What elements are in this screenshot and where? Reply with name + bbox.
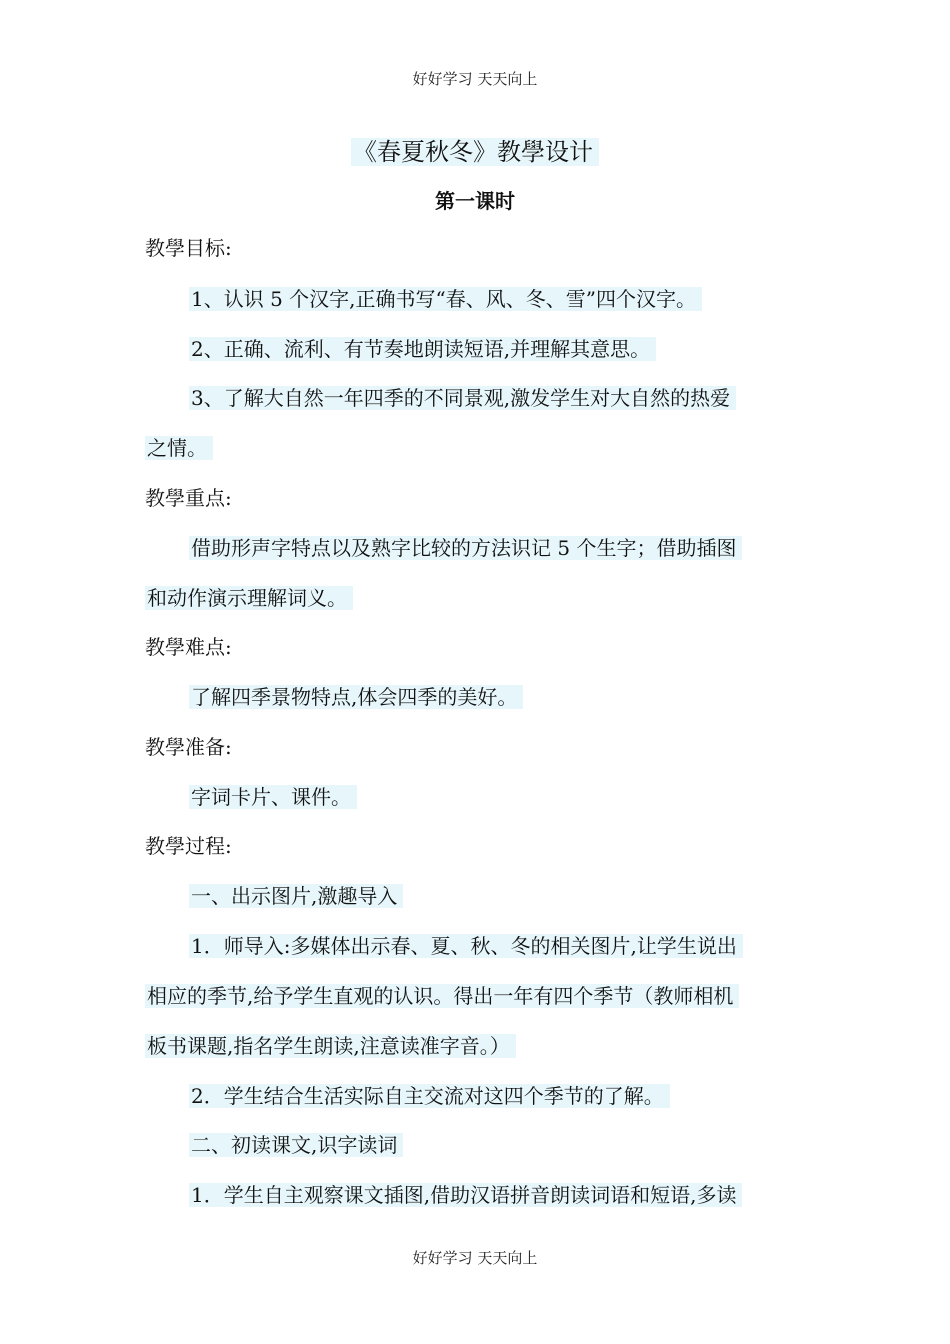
- goal-3-line-1: 3、了解大自然一年四季的不同景观,激发学生对大自然的热爱: [189, 383, 736, 413]
- goal-3-line-2: 之情。: [145, 433, 213, 463]
- lesson-subtitle: 第一课时: [435, 189, 515, 213]
- step-1-item-1-line-1: 1．师导入:多媒体出示春、夏、秋、冬的相关图片,让学生说出: [189, 931, 743, 961]
- preparation-text: 字词卡片、课件。: [189, 782, 357, 812]
- step-2-heading: 二、初读课文,识字读词: [189, 1130, 403, 1160]
- step-1-item-1-line-2: 相应的季节,给予学生直观的认识。得出一年有四个季节（教师相机: [145, 981, 739, 1011]
- step-2-item-1-line-1: 1．学生自主观察课文插图,借助汉语拼音朗读词语和短语,多读: [189, 1180, 742, 1210]
- key-points-line-2: 和动作演示理解词义。: [145, 583, 353, 613]
- step-1-heading: 一、出示图片,激趣导入: [189, 881, 403, 911]
- goal-1: 1、认识 5 个汉字,正确书写“春、风、冬、雪”四个汉字。: [189, 284, 702, 314]
- goal-2: 2、正确、流利、有节奏地朗读短语,并理解其意思。: [189, 334, 656, 364]
- page-footer: 好好学习 天天向上: [412, 1249, 538, 1267]
- key-points-heading: 教學重点:: [145, 486, 232, 510]
- key-points-line-1: 借助形声字特点以及熟字比较的方法识记 5 个生字；借助插图: [189, 533, 742, 563]
- step-1-item-1-line-3: 板书课题,指名学生朗读,注意读准字音。）: [145, 1031, 516, 1061]
- goals-heading: 教學目标:: [145, 236, 232, 260]
- step-1-item-2: 2．学生结合生活实际自主交流对这四个季节的了解。: [189, 1081, 670, 1111]
- difficulty-heading: 教學难点:: [145, 635, 232, 659]
- process-heading: 教學过程:: [145, 834, 232, 858]
- document-title: 《春夏秋冬》教學设计: [0, 132, 950, 167]
- page-header: 好好学习 天天向上: [412, 70, 538, 88]
- preparation-heading: 教學准备:: [145, 735, 232, 759]
- difficulty-text: 了解四季景物特点,体会四季的美好。: [189, 682, 523, 712]
